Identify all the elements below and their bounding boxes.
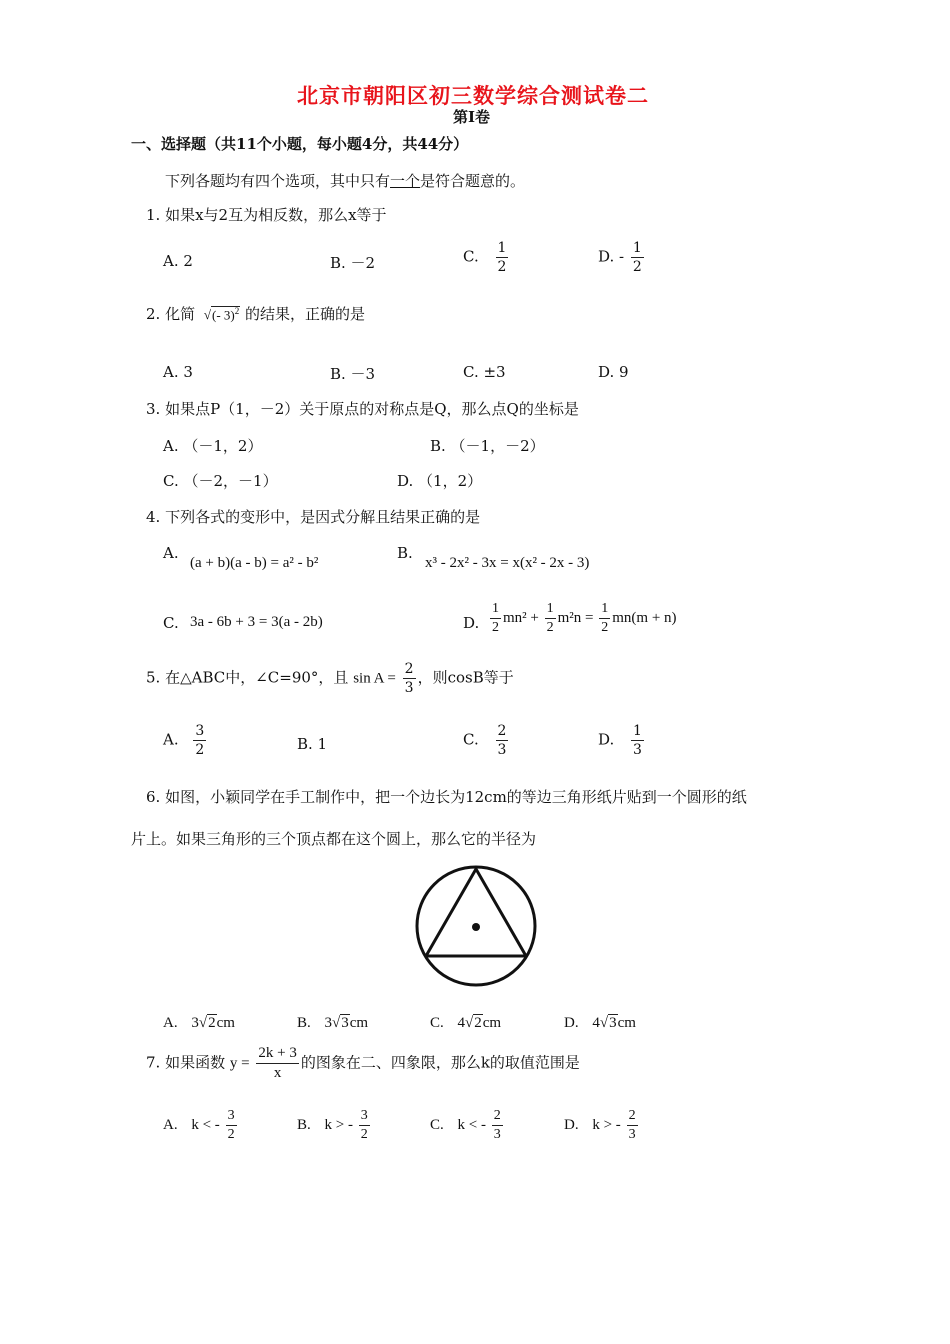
q6-option-a-label: A. <box>163 1015 178 1031</box>
q2-radicand: (- 3) <box>212 307 235 322</box>
q7-a-numerator: 3 <box>226 1109 237 1126</box>
q6-a-radicand: 2 <box>208 1015 216 1031</box>
q1-c-denominator: 2 <box>497 259 507 275</box>
q5-option-a-fraction <box>193 724 206 757</box>
q7-option-c-label: C. <box>430 1116 444 1133</box>
q7-option-a-label: A. <box>163 1116 178 1133</box>
q4-d-f2-denominator: 2 <box>546 620 554 635</box>
q7-numerator: 2k + 3 <box>256 1046 298 1064</box>
q2-option-d: D. 9 <box>598 363 629 381</box>
q4-d-f1-numerator: 1 <box>490 602 501 619</box>
page-title: 北京市朝阳区初三数学综合测试卷二 <box>297 83 649 108</box>
q7-c-denominator: 3 <box>493 1127 501 1142</box>
q6-b-unit: cm <box>349 1015 369 1031</box>
q6-d-unit: cm <box>617 1015 636 1031</box>
q4-d-f1-denominator: 2 <box>492 620 499 635</box>
q3-option-a: A. （－1，2） <box>163 437 263 455</box>
q5-text-post: ，则cosB等于 <box>417 668 514 687</box>
q1-option-c <box>463 241 510 274</box>
q2-exponent: 2 <box>234 305 240 316</box>
q7-denominator: x <box>273 1065 282 1081</box>
q7-text-post: 的图象在二、四象限，那么k的取值范围是 <box>300 1053 580 1072</box>
q7-c-numerator: 2 <box>492 1109 503 1126</box>
circle-triangle-figure <box>408 858 544 994</box>
q1-option-c-fraction <box>496 241 509 274</box>
q5-a-denominator: 2 <box>195 742 205 758</box>
q4-d-fraction-1 <box>490 602 501 635</box>
q4-option-c-expression: 3a - 6b + 3 = 3(a - 2b) <box>190 614 323 630</box>
q4-d-f3-numerator: 1 <box>599 602 610 619</box>
q6-b-radicand: 3 <box>341 1015 349 1031</box>
q4-option-a-expression: (a + b)(a - b) = a² - b² <box>190 555 319 571</box>
q7-text-pre: 7. 如果函数 <box>146 1053 226 1072</box>
q1-option-b: B. －2 <box>330 254 376 272</box>
q7-b-inequality: k > - <box>324 1116 353 1133</box>
q6-d-radicand: 3 <box>609 1015 617 1031</box>
q4-d-fraction-2 <box>545 602 556 635</box>
q5-d-numerator: 1 <box>633 723 642 739</box>
q6-a-unit: cm <box>216 1015 235 1031</box>
question-6-line-2: 片上。如果三角形的三个顶点都在这个圆上，那么它的半径为 <box>131 830 537 848</box>
q2-option-c: C. ±3 <box>463 363 506 381</box>
q6-option-d: D. 4√3cm <box>564 1015 636 1031</box>
q5-option-a-label: A. <box>163 730 179 749</box>
q5-c-numerator: 2 <box>497 723 507 739</box>
q7-option-d <box>564 1109 640 1142</box>
q6-option-c-label: C. <box>430 1015 444 1031</box>
q7-option-b <box>297 1109 372 1142</box>
q5-option-d-label: D. <box>598 730 615 749</box>
q5-d-denominator: 3 <box>633 742 642 758</box>
q4-d-f2-numerator: 1 <box>545 602 556 619</box>
q4-d-term-1: mn² + <box>503 609 539 626</box>
q3-option-b: B. （－1，－2） <box>430 437 545 455</box>
q7-d-inequality: k > - <box>592 1116 621 1133</box>
question-1-text: 1. 如果x与2互为相反数，那么x等于 <box>146 206 387 224</box>
q3-option-c: C. （－2，－1） <box>163 472 278 490</box>
q6-c-radicand: 2 <box>474 1015 482 1031</box>
q1-option-a: A. 2 <box>163 252 193 270</box>
q5-option-c-fraction <box>496 724 509 757</box>
q7-c-inequality: k < - <box>457 1116 486 1133</box>
q2-text-post: 的结果，正确的是 <box>245 305 366 323</box>
q7-a-denominator: 2 <box>227 1127 235 1142</box>
q1-option-d-fraction <box>631 241 644 274</box>
q5-text-pre: 5. 在△ABC中，∠C=90°，且 <box>146 668 349 687</box>
question-5-text <box>146 662 514 695</box>
q1-d-numerator: 1 <box>632 240 642 256</box>
section-heading: 一、选择题（共11个小题，每小题4分，共44分） <box>131 135 469 153</box>
q7-option-c <box>430 1109 505 1142</box>
q7-c-fraction <box>492 1109 503 1142</box>
instruction-text-pre: 下列各题均有四个选项，其中只有 <box>165 172 391 190</box>
q6-option-c: C. 4√2cm <box>430 1015 502 1031</box>
q5-c-denominator: 3 <box>497 742 507 758</box>
q4-d-fraction-3 <box>599 602 610 635</box>
q5-numerator: 2 <box>404 661 414 677</box>
q6-option-b: B. 3√3cm <box>297 1015 369 1031</box>
q7-a-inequality: k < - <box>191 1116 220 1133</box>
q5-option-d <box>598 724 646 757</box>
q6-option-a: A. 3√2cm <box>163 1015 235 1031</box>
q4-option-d-label: D. <box>463 614 480 632</box>
q5-option-c <box>463 724 510 757</box>
q6-c-unit: cm <box>482 1015 502 1031</box>
q7-option-d-label: D. <box>564 1116 579 1133</box>
question-4-text: 4. 下列各式的变形中，是因式分解且结果正确的是 <box>146 508 481 526</box>
q6-b-coefficient: 3 <box>324 1015 333 1031</box>
q7-option-a <box>163 1109 239 1142</box>
q4-d-term-2: m²n = <box>557 609 594 626</box>
q7-d-denominator: 3 <box>628 1127 636 1142</box>
q4-option-a-label: A. <box>163 544 179 562</box>
q6-c-coefficient: 4 <box>457 1015 466 1031</box>
q5-fraction <box>403 662 416 695</box>
q7-b-denominator: 2 <box>360 1127 368 1142</box>
q4-d-f3-denominator: 2 <box>601 620 609 635</box>
q7-option-b-label: B. <box>297 1116 311 1133</box>
instruction-text-underlined: 一个 <box>390 172 421 190</box>
q4-option-d-expression <box>488 602 677 635</box>
q5-sin-expression: sin A = <box>353 670 396 687</box>
page-subtitle: 第Ⅰ卷 <box>453 108 491 126</box>
q7-y-expression: y = <box>229 1055 250 1072</box>
q7-fraction <box>256 1046 298 1081</box>
question-2-text <box>146 303 365 324</box>
q5-option-d-fraction <box>631 724 644 757</box>
q6-a-coefficient: 3 <box>191 1015 199 1031</box>
q4-d-term-3: mn(m + n) <box>612 609 677 626</box>
q4-option-b-expression: x³ - 2x² - 3x = x(x² - 2x - 3) <box>425 555 590 571</box>
figure-triangle <box>426 869 526 956</box>
q1-c-numerator: 1 <box>497 240 507 256</box>
q7-d-fraction <box>627 1109 638 1142</box>
q6-d-coefficient: 4 <box>592 1015 600 1031</box>
q5-option-b: B. 1 <box>297 735 328 753</box>
q4-option-b-label: B. <box>397 544 413 562</box>
q2-text-pre: 2. 化简 <box>146 305 196 323</box>
section-instruction <box>165 170 525 191</box>
q1-option-d <box>598 241 646 274</box>
q7-b-fraction <box>359 1109 370 1142</box>
q5-denominator: 3 <box>404 680 414 696</box>
q5-option-c-label: C. <box>463 730 479 749</box>
q6-option-b-label: B. <box>297 1015 311 1031</box>
question-6-line-1: 6. 如图，小颖同学在手工制作中，把一个边长为12cm的等边三角形纸片贴到一个圆形的纸 <box>146 788 747 806</box>
q3-option-d: D. （1，2） <box>397 472 483 490</box>
q1-option-c-label: C. <box>463 247 479 266</box>
question-7-text <box>146 1046 580 1081</box>
q7-a-fraction <box>226 1109 237 1142</box>
q2-option-a: A. 3 <box>163 363 193 381</box>
q5-option-a <box>163 724 208 757</box>
q1-d-denominator: 2 <box>632 259 642 275</box>
q1-option-d-label: D. - <box>598 247 625 266</box>
q2-option-b: B. －3 <box>330 365 376 383</box>
q2-radical-expression: √(- 3)$^2$ <box>203 305 240 322</box>
figure-center-dot <box>472 923 480 931</box>
q7-b-numerator: 3 <box>359 1109 370 1126</box>
instruction-text-post: 是符合题意的。 <box>420 172 526 190</box>
q7-d-numerator: 2 <box>627 1109 638 1126</box>
q5-a-numerator: 3 <box>195 723 205 739</box>
q6-option-d-label: D. <box>564 1015 579 1031</box>
question-3-text: 3. 如果点P（1，－2）关于原点的对称点是Q，那么点Q的坐标是 <box>146 400 579 418</box>
q4-option-c-label: C. <box>163 614 179 632</box>
